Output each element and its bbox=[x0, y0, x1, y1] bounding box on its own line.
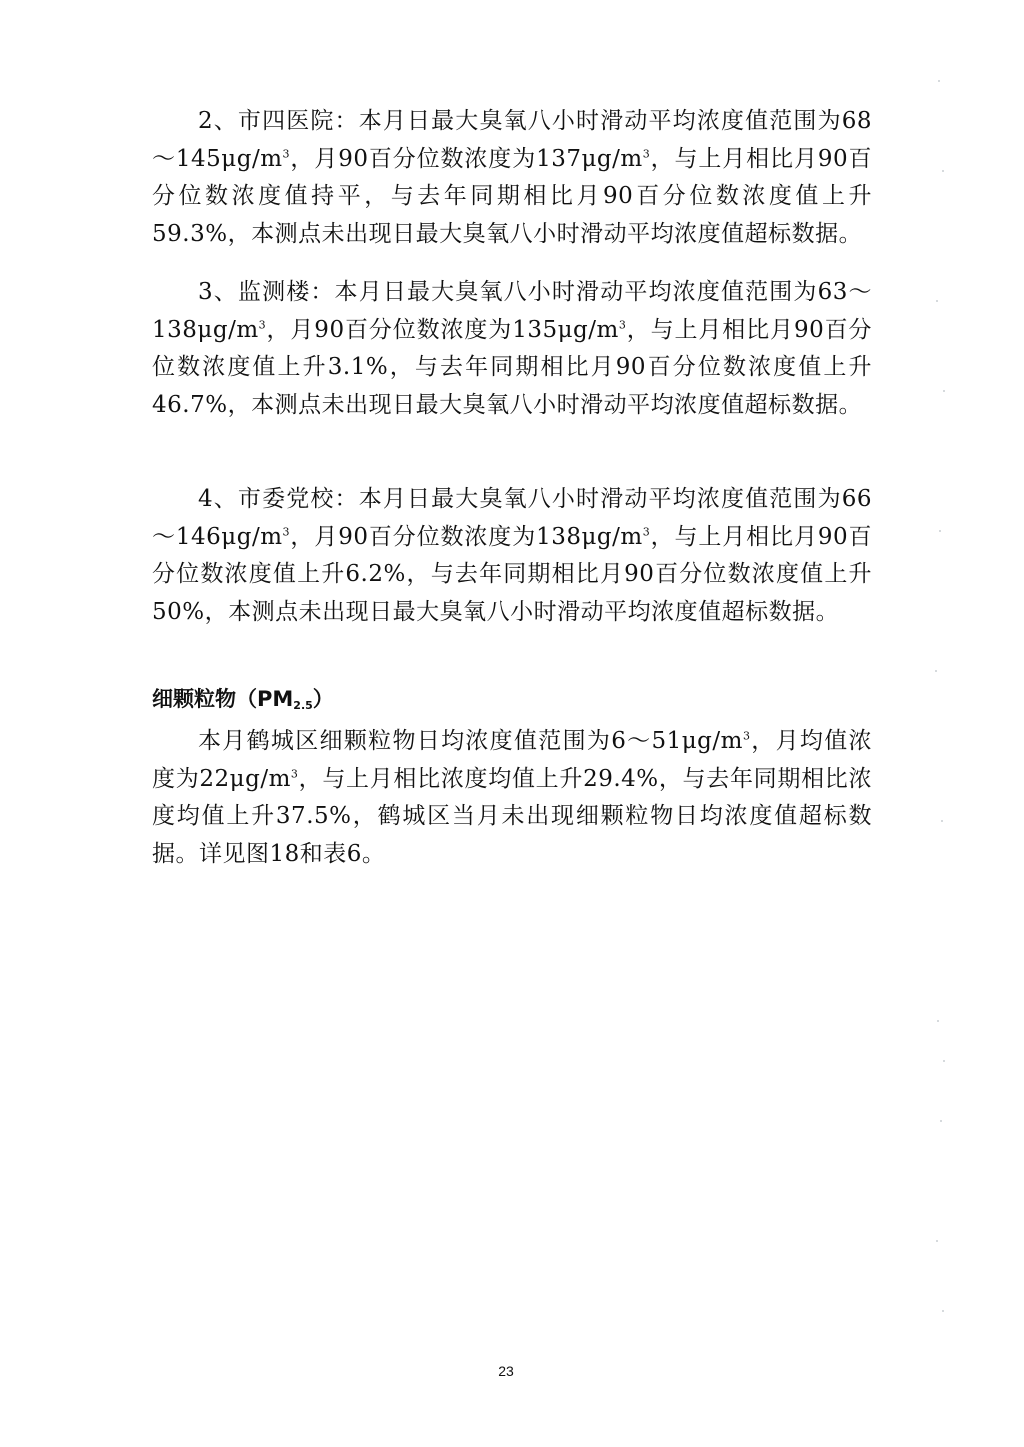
scan-speckles bbox=[934, 60, 946, 1380]
paragraph-monitoring-building: 3、监测楼：本月日最大臭氧八小时滑动平均浓度值范围为$63\sim 138\mu g/m^3$，月90百分位数浓度为$135\mu g/m^3$，与上月相比月90百分位数浓度值上升3.1%，与去年同期相比月90百分位数浓度值上升46.7%，本测点未出现日最大臭氧八小时滑动平均浓度值超标数据。 bbox=[152, 279, 872, 418]
paragraph-city-fourth-hospital: 2、市四医院：本月日最大臭氧八小时滑动平均浓度值范围为$68\sim 145\mu g/m^3$，月90百分位数浓度为$137\mu g/m^3$，与上月相比月90百分位数浓度值持平，与去年同期相比月90百分位数浓度值上升59.3%，本测点未出现日最大臭氧八小时滑动平均浓度值超标数据。 bbox=[152, 108, 872, 247]
section-heading-pm25: 细颗粒物$(PM_{2.5})$ bbox=[152, 687, 334, 712]
paragraph-pm25-summary: 本月鹤城区细颗粒物日均浓度值范围为$6\sim 51\mu g/m^3$，月均值浓度为$22\mu g/m^3$，与上月相比浓度均值上升29.4%，与去年同期相比浓度均值上升37.5%，鹤城区当月未出现细颗粒物日均浓度值超标数据。详见图18和表6。 bbox=[152, 728, 873, 867]
page-number: 23 bbox=[498, 1363, 514, 1379]
paragraph-party-school: 4、市委党校：本月日最大臭氧八小时滑动平均浓度值范围为$66\sim 146\mu g/m^3$，月90百分位数浓度为$138\mu g/m^3$，与上月相比月90百分位数浓度值上升6.2%，与去年同期相比月90百分位数浓度值上升50%，本测点未出现日最大臭氧八小时滑动平均浓度值超标数据。 bbox=[152, 486, 872, 625]
